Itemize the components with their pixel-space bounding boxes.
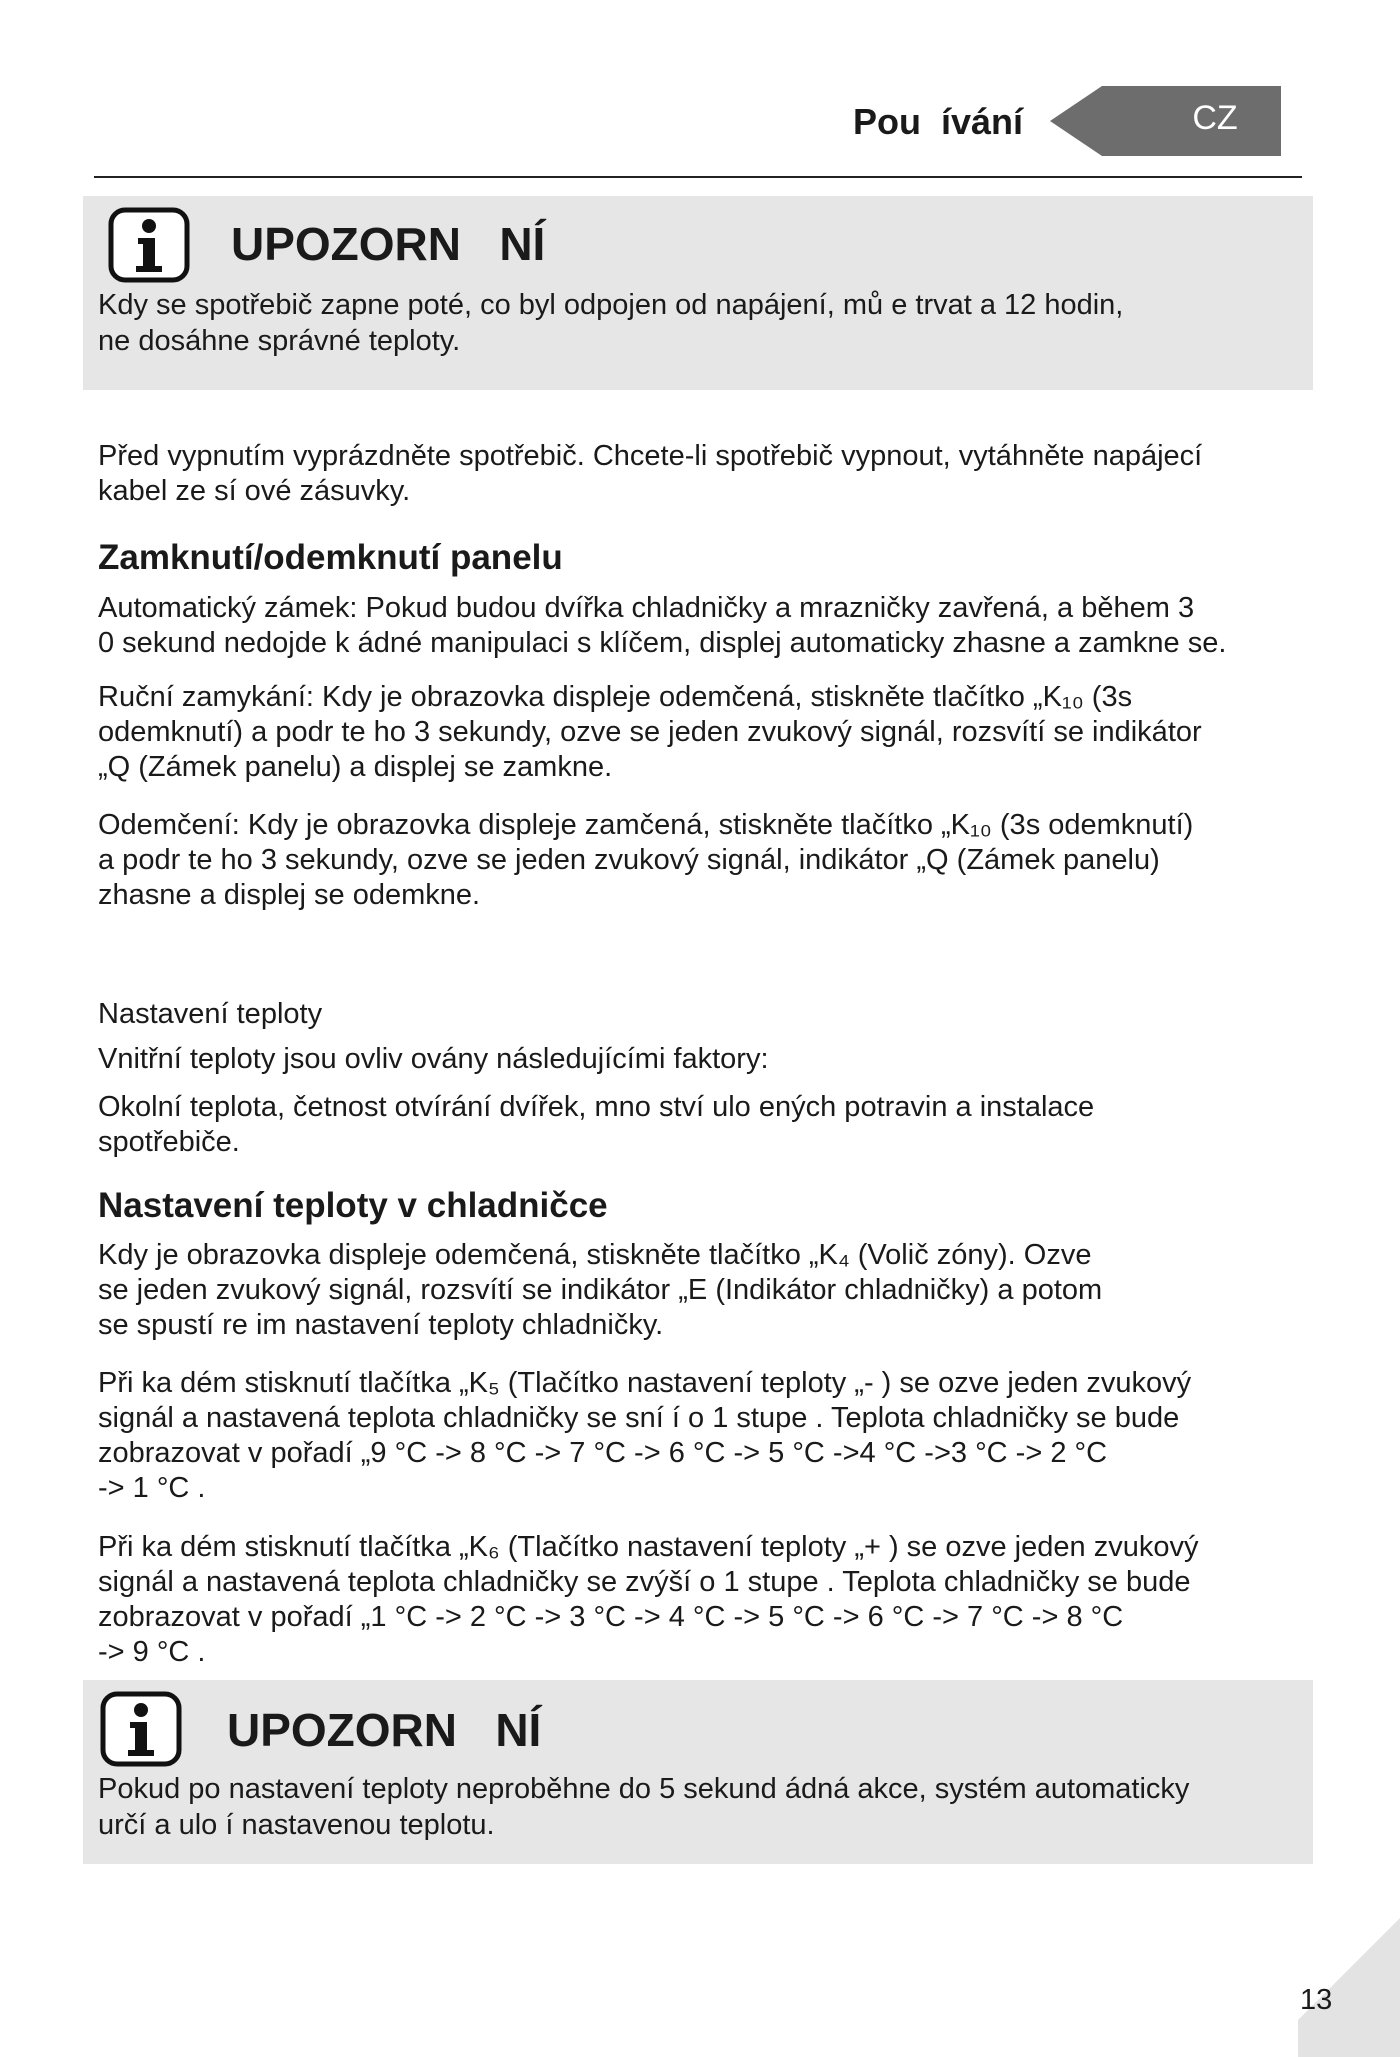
language-code: CZ <box>1192 99 1238 137</box>
header-divider <box>94 176 1302 178</box>
warning-notice-power <box>83 196 1313 390</box>
section-title: Pou ívání <box>853 101 1024 142</box>
factors-intro: Vnitřní teploty jsou ovliv ovány následujícími faktory: <box>98 1043 769 1075</box>
temperature-title: Nastavení teploty <box>98 998 323 1030</box>
unlock-paragraph: Odemčení: Kdy je obrazovka displeje zamčená, stiskněte tlačítko „K₁₀ (3s odemknutí) a podr te ho 3 sekundy, ozve se jeden zvukový signál, indikátor „Q (Zámek panelu) zhasne a displej se odemkne. <box>98 809 1194 911</box>
auto-lock-paragraph: Automatický zámek: Pokud budou dvířka chladničky a mrazničky zavřená, a během 3 0 sekund nedojde k ádné manipulaci s klíčem, displej automaticky zhasne a zamkne se. <box>98 592 1227 659</box>
page-number: 13 <box>1300 1984 1333 2016</box>
notice-title: UPOZORN NÍ <box>227 1704 542 1756</box>
select-zone-paragraph: Kdy je obrazovka displeje odemčená, stiskněte tlačítko „K₄ (Volič zóny). Ozve se jeden zvukový signál, rozsvítí se indikátor „E (Indikátor chladničky) a potom se spustí re im nastavení teploty chladničky. <box>98 1239 1103 1341</box>
heading-panel-lock: Zamknutí/odemknutí panelu <box>98 538 563 577</box>
manual-lock-paragraph: Ruční zamykání: Kdy je obrazovka displeje odemčená, stiskněte tlačítko „K₁₀ (3s odemknutí) a podr te ho 3 sekundy, ozve se jeden zvukový signál, rozsvítí se indikátor „Q (Zámek panelu) a displej se zamkne. <box>98 681 1202 783</box>
heading-fridge-temperature: Nastavení teploty v chladničce <box>98 1186 608 1225</box>
info-icon <box>99 1690 183 1768</box>
notice-title: UPOZORN NÍ <box>231 218 546 270</box>
decrease-temperature-paragraph: Při ka dém stisknutí tlačítka „K₅ (Tlačítko nastavení teploty „- ) se ozve jeden zvukový signál a nastavená teplota chladničky se sní í o 1 stupe . Teplota chladničky se bude zobrazovat v pořadí „9 °C -> 8 °C -> 7 °C -> 6 °C -> 5 °C ->4 °C ->3 °C -> 2 °C -> 1 °C . <box>98 1367 1192 1504</box>
factors-paragraph: Okolní teplota, četnost otvírání dvířek, mno ství ulo ených potravin a instalace spotřebiče. <box>98 1091 1095 1158</box>
increase-temperature-paragraph: Při ka dém stisknutí tlačítka „K₆ (Tlačítko nastavení teploty „+ ) se ozve jeden zvukový signál a nastavená teplota chladničky se zvýší o 1 stupe . Teplota chladničky se bude zobrazovat v pořadí „1 °C -> 2 °C -> 3 °C -> 4 °C -> 5 °C -> 6 °C -> 7 °C -> 8 °C -> 9 °C . <box>98 1531 1199 1668</box>
language-tab <box>1050 86 1281 156</box>
notice-text: Pokud po nastavení teploty neproběhne do 5 sekund ádná akce, systém automaticky určí a ulo í nastavenou teplotu. <box>98 1773 1190 1841</box>
warning-notice-auto-save <box>83 1680 1313 1864</box>
notice-text: Kdy se spotřebič zapne poté, co byl odpojen od napájení, mů e trvat a 12 hodin, ne dosáhne správné teploty. <box>98 289 1124 357</box>
info-icon <box>107 206 191 284</box>
power-off-paragraph: Před vypnutím vyprázdněte spotřebič. Chcete-li spotřebič vypnout, vytáhněte napájecí kabel ze sí ové zásuvky. <box>98 440 1203 507</box>
